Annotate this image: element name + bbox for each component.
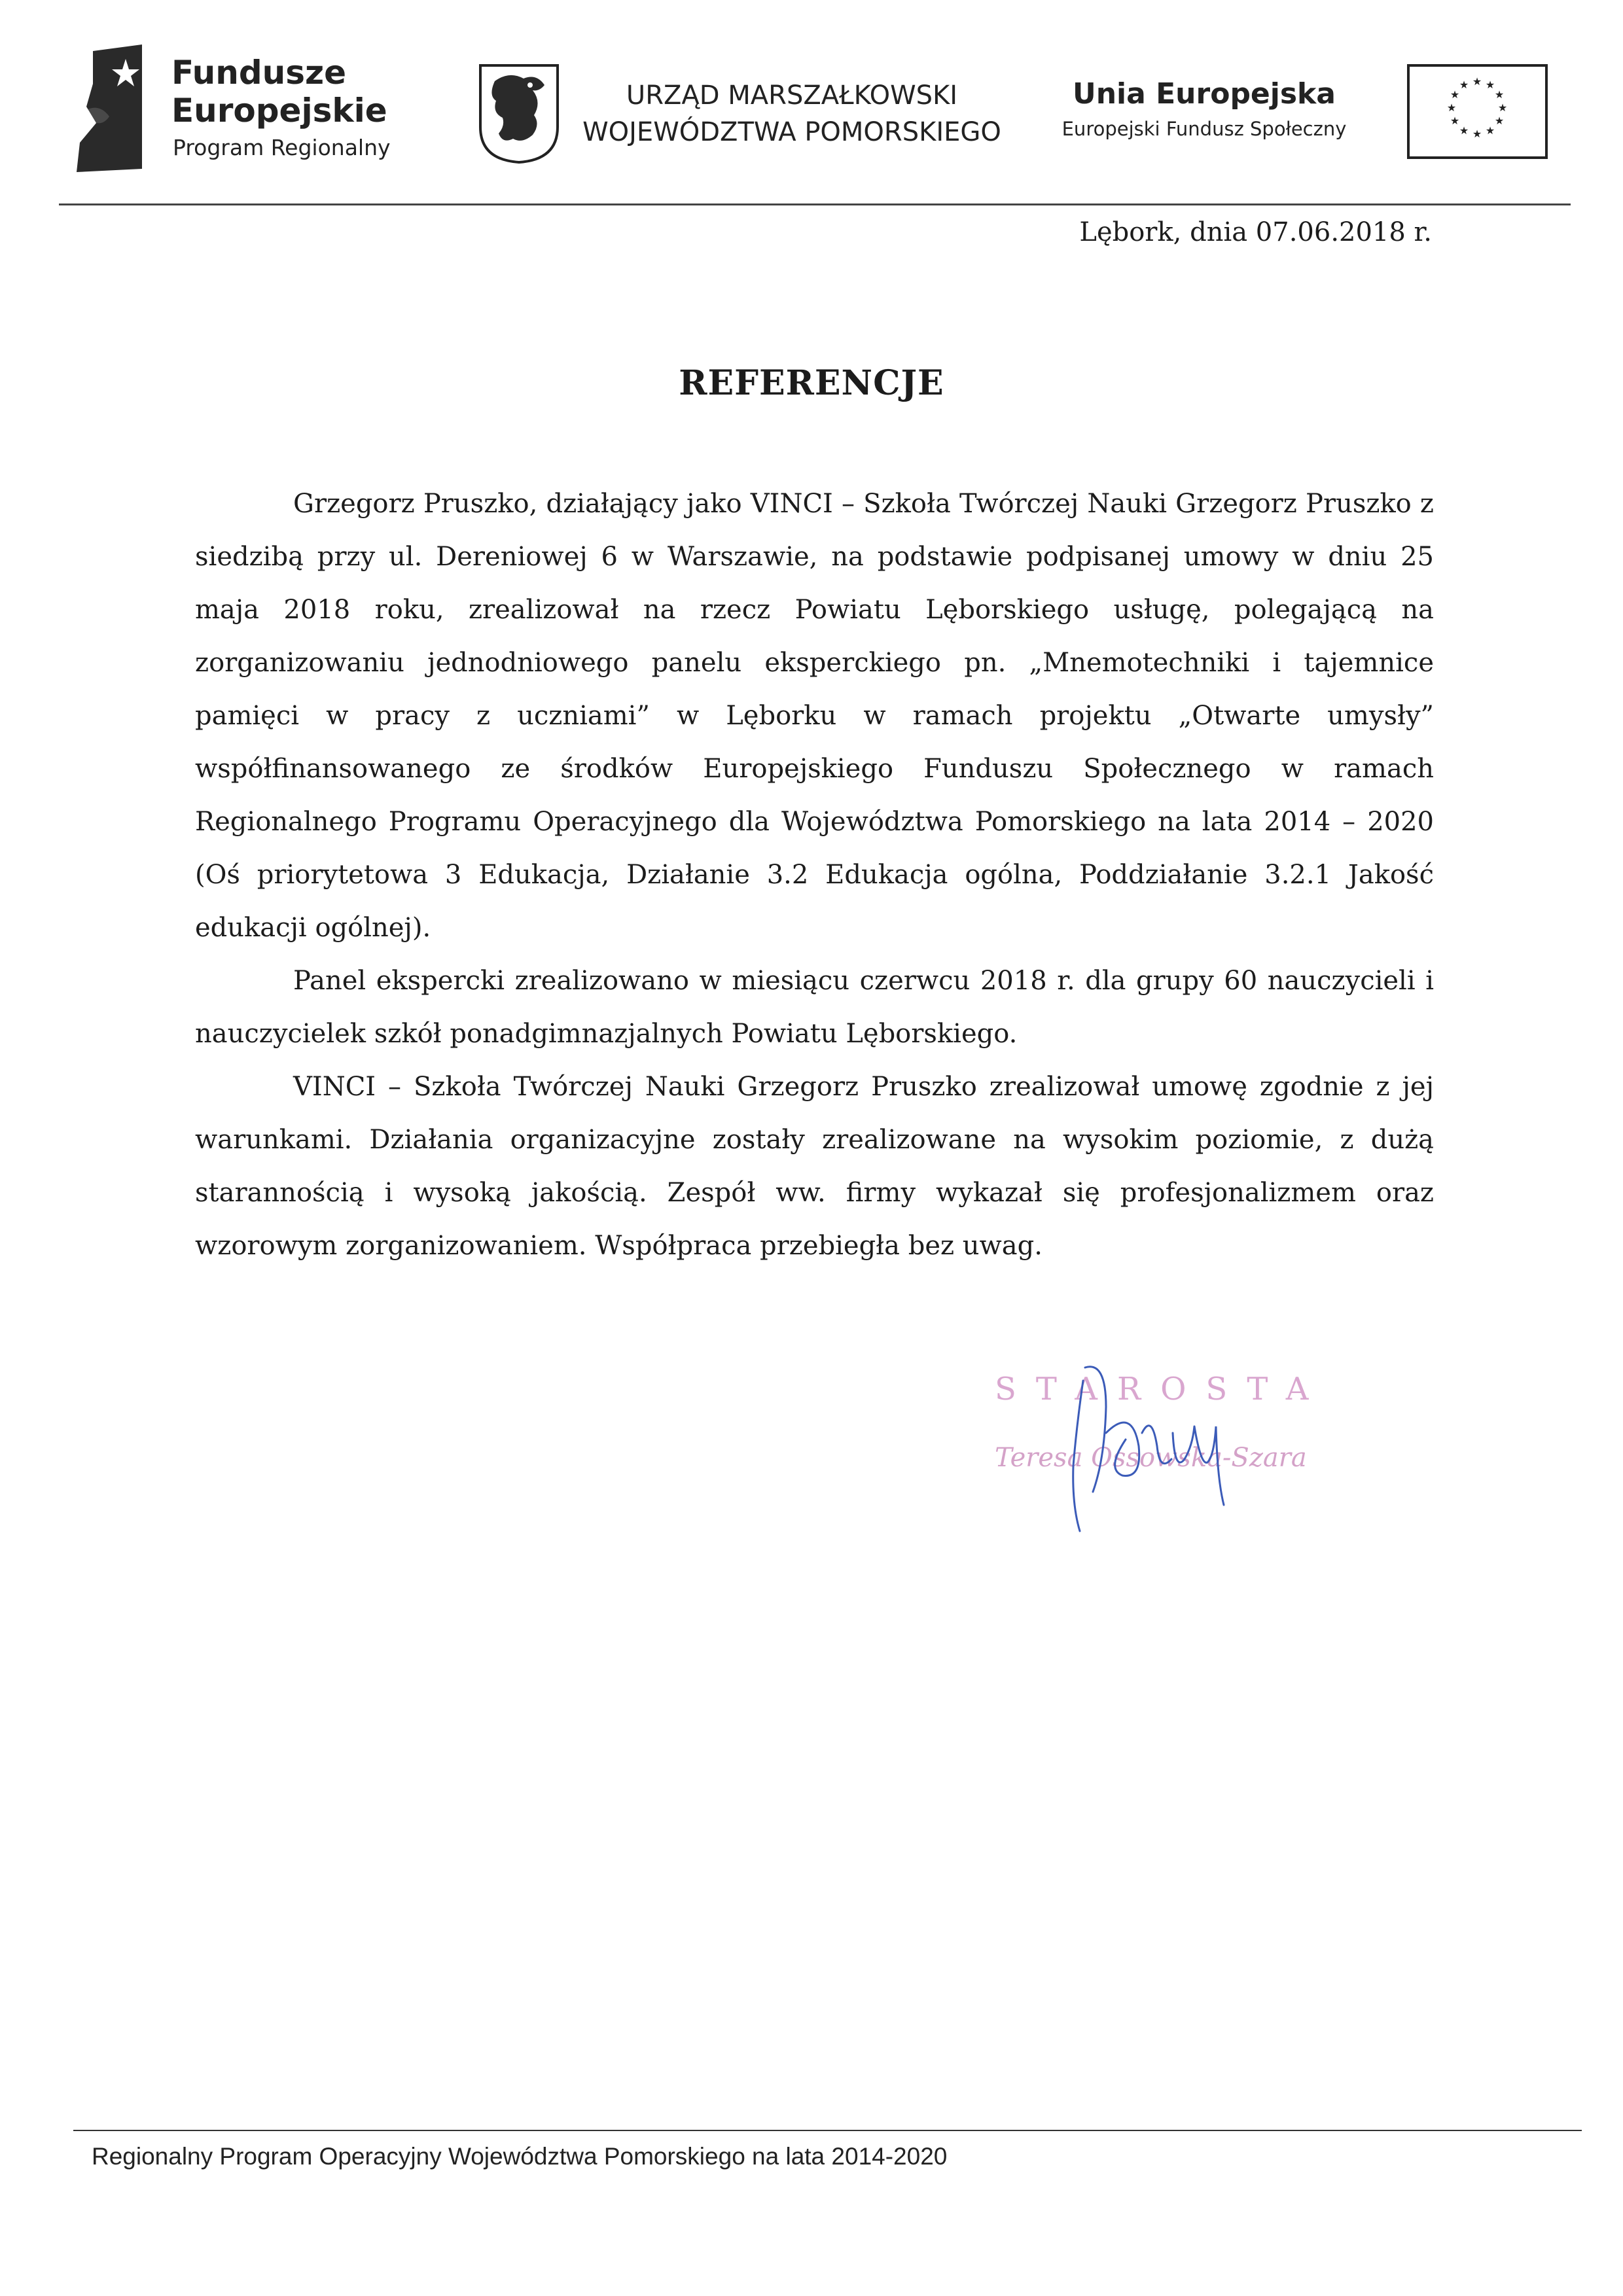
body-paragraph-1: Grzegorz Pruszko, działający jako VINCI – Szkoła Twórczej Nauki Grzegorz Pruszko z siedzibą przy ul. Dereniowej 6 w Warszawie, na podstawie podpisanej umowy w dniu 25 maja 2018 roku, zrealizował na rzecz Powiatu Lęborskiego usługę, polegającą na zorganizowaniu jednodniowego panelu eksperckiego pn. „Mnemotechniki i tajemnice pamięci w pracy z uczniami” w Lęborku w ramach projektu „Otwarte umysły” współfinansowanego ze środków Europejskiego Funduszu Społecznego w ramach Regionalnego Programu Operacyjnego dla Województwa Pomorskiego na lata 2014 – 2020 (Oś priorytetowa 3 Edukacja, Działanie 3.2 Edukacja ogólna, Poddziałanie 3.2.1 Jakość edukacji ogólnej). (195, 489, 1434, 943)
footer-program-name: Regionalny Program Operacyjny Województwa Pomorskiego na lata 2014-2020 (92, 2143, 948, 2170)
griffin-crest-icon (476, 62, 562, 165)
stamp-name: Teresa Ossowska-Szara (995, 1443, 1307, 1473)
marshal-office-name (576, 77, 1008, 150)
marshal-office-line1: URZĄD MARSZAŁKOWSKI (626, 80, 958, 111)
handwritten-signature (1008, 1335, 1289, 1544)
svg-text:★: ★ (1485, 124, 1495, 137)
svg-text:★: ★ (1450, 115, 1460, 127)
stamp-title: STAROSTA (995, 1371, 1329, 1407)
dateline: Lębork, dnia 07.06.2018 r. (1079, 217, 1432, 247)
svg-text:★: ★ (1494, 115, 1505, 127)
svg-text:★: ★ (1450, 88, 1460, 101)
eu-stars-flag-icon (1407, 64, 1548, 159)
eu-subtitle: Europejski Fundusz Społeczny (1061, 118, 1347, 140)
funds-star-logo-icon (73, 44, 145, 172)
funds-logo-title-line2: Europejskie (171, 92, 387, 130)
svg-text:★: ★ (1472, 75, 1482, 88)
header-divider (59, 203, 1571, 205)
funds-logo-title (171, 54, 387, 130)
svg-text:★: ★ (1472, 128, 1482, 140)
svg-text:★: ★ (1459, 124, 1469, 137)
eu-title: Unia Europejska (1072, 77, 1336, 111)
svg-text:★: ★ (1497, 101, 1508, 114)
footer-divider (73, 2130, 1582, 2131)
funds-logo-subtitle: Program Regionalny (173, 135, 391, 160)
svg-text:★: ★ (1494, 88, 1505, 101)
marshal-office-line2: WOJEWÓDZTWA POMORSKIEGO (582, 117, 1001, 147)
svg-text:★: ★ (1446, 101, 1457, 114)
funds-logo-title-line1: Fundusze (171, 54, 347, 92)
body-paragraph-3: VINCI – Szkoła Twórczej Nauki Grzegorz Pruszko zrealizował umowę zgodnie z jej warunkami. Działania organizacyjne zostały zrealizowane na wysokim poziomie, z dużą starannością i wysoką jakością. Zespół ww. firmy wykazał się profesjonalizmem oraz wzorowym zorganizowaniem. Współpraca przebiegła bez uwag. (195, 1072, 1434, 1261)
svg-text:★: ★ (1459, 79, 1469, 91)
body-paragraph-2: Panel ekspercki zrealizowano w miesiącu czerwcu 2018 r. dla grupy 60 nauczycieli i nauczycielek szkół ponadgimnazjalnych Powiatu Lęborskiego. (195, 966, 1434, 1049)
svg-text:★: ★ (1485, 79, 1495, 91)
letter-body (195, 478, 1434, 1273)
document-title: REFERENCJE (679, 363, 944, 403)
